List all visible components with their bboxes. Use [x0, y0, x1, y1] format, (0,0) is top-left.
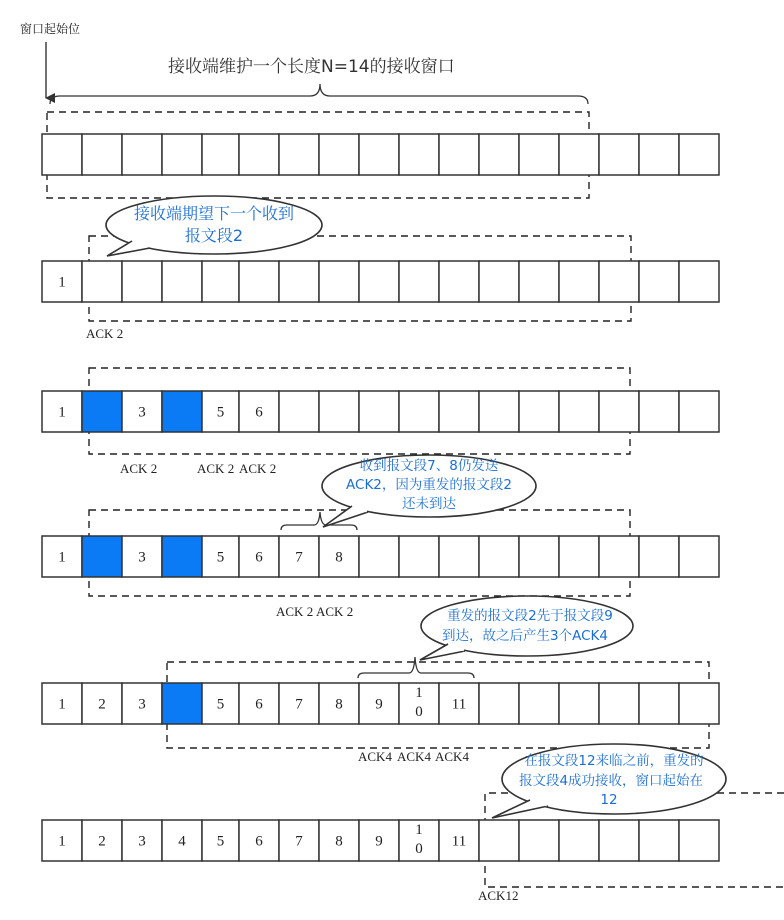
note-bubble-expect-2 — [106, 196, 322, 256]
segment-number: 6 — [255, 404, 263, 421]
segment-cell — [279, 134, 319, 175]
bubble-text: ACK2，因为重发的报文段2 — [346, 477, 512, 493]
ack-label: ACK 2 — [276, 604, 314, 619]
bubble-text: 在报文段12来临之前，重发的 — [524, 753, 704, 769]
ack-label: ACK 2 — [239, 461, 277, 476]
ack-label: ACK 2 — [197, 461, 235, 476]
segment-cell — [439, 261, 479, 302]
segment-cell — [559, 391, 599, 432]
segment-number: 7 — [295, 833, 303, 850]
ack-label: ACK 2 — [120, 461, 158, 476]
segment-cell — [279, 261, 319, 302]
segment-cell — [439, 536, 479, 577]
segment-number: 2 — [98, 833, 106, 850]
bubble-text: 重发的报文段2先于报文段9 — [447, 608, 613, 624]
segment-number: 8 — [335, 549, 343, 566]
segment-number: 6 — [255, 833, 263, 850]
segment-cell — [479, 261, 519, 302]
segment-cell — [599, 134, 639, 175]
segment-number: 0 — [415, 704, 423, 720]
segment-cell — [439, 134, 479, 175]
segment-number: 7 — [295, 549, 303, 566]
segment-number: 2 — [98, 696, 106, 713]
segment-cell — [679, 683, 719, 724]
segment-cell — [599, 820, 639, 861]
segment-number: 1 — [58, 549, 66, 566]
segment-cell — [439, 391, 479, 432]
segment-cell — [122, 134, 162, 175]
segment-cell — [599, 536, 639, 577]
segment-cell — [559, 134, 599, 175]
segment-number: 8 — [335, 833, 343, 850]
segment-cell — [679, 391, 719, 432]
ack-label: ACK4 — [435, 749, 469, 764]
segment-number: 3 — [138, 833, 146, 850]
segment-cell — [479, 391, 519, 432]
bubble-text: 接收端期望下一个收到 — [133, 204, 295, 223]
bubble-text: 12 — [600, 792, 618, 808]
segment-number: 1 — [58, 274, 66, 291]
segment-cell — [239, 261, 279, 302]
segment-number: 6 — [255, 696, 263, 713]
segment-cell — [82, 536, 122, 577]
segment-cell — [359, 134, 399, 175]
segment-cell — [559, 261, 599, 302]
segment-cell — [239, 134, 279, 175]
bubble-text: 报文段4成功接收，窗口起始在 — [518, 773, 704, 789]
segment-cell — [519, 261, 559, 302]
segment-number: 3 — [138, 696, 146, 713]
segment-cell — [82, 134, 122, 175]
bubble-text: 报文段2 — [184, 226, 244, 245]
ack-label: ACK 2 — [316, 604, 354, 619]
segment-cell — [399, 134, 439, 175]
segment-number: 5 — [216, 404, 225, 421]
segment-number: 11 — [451, 833, 467, 850]
segment-cell — [82, 391, 122, 432]
segment-number: 9 — [375, 696, 383, 713]
segment-cell — [639, 820, 679, 861]
diagram-title: 接收端维护一个长度N=14的接收窗口 — [168, 57, 455, 77]
segment-cell — [639, 391, 679, 432]
segment-cell — [162, 261, 202, 302]
segment-cell — [399, 261, 439, 302]
segment-cell — [519, 536, 559, 577]
segment-number: 8 — [335, 696, 343, 713]
note-bubble-window-12 — [492, 744, 726, 818]
segment-number: 1 — [58, 833, 66, 850]
segment-cell — [399, 536, 439, 577]
segment-cell — [319, 261, 359, 302]
segment-cell — [359, 536, 399, 577]
segment-number: 4 — [178, 833, 186, 850]
segment-cell — [599, 391, 639, 432]
segment-cell — [519, 820, 559, 861]
segment-cell — [479, 134, 519, 175]
segment-number: 5 — [216, 549, 225, 566]
segment-cell — [639, 536, 679, 577]
segment-cell — [162, 536, 202, 577]
segment-number: 1 — [415, 685, 423, 701]
segment-number: 6 — [255, 549, 263, 566]
segment-number: 5 — [216, 696, 225, 713]
segment-cell — [399, 391, 439, 432]
segment-number: 1 — [58, 404, 66, 421]
segment-cell — [202, 134, 239, 175]
bubble-text: 还未到达 — [402, 496, 456, 512]
segment-cell — [82, 261, 122, 302]
segment-cell — [679, 134, 719, 175]
segment-cell — [279, 391, 319, 432]
segment-brace-9-11 — [358, 657, 474, 678]
ack-label: ACK4 — [358, 749, 392, 764]
segment-cell — [42, 134, 82, 175]
bubble-text: 收到报文段7、8仍发送 — [359, 458, 499, 474]
ack-label: ACK 2 — [86, 326, 124, 341]
segment-cell — [679, 820, 719, 861]
segment-number: 0 — [415, 841, 423, 857]
segment-cell — [359, 261, 399, 302]
window-brace — [50, 84, 588, 104]
segment-number: 3 — [138, 549, 146, 566]
segment-number: 1 — [58, 696, 66, 713]
segment-cell — [599, 261, 639, 302]
segment-number: 1 — [415, 822, 423, 838]
segment-cell — [639, 261, 679, 302]
segment-cell — [559, 683, 599, 724]
segment-cell — [162, 134, 202, 175]
segment-cell — [479, 536, 519, 577]
segment-cell — [479, 820, 519, 861]
segment-cell — [559, 536, 599, 577]
segment-number: 9 — [375, 833, 383, 850]
window-start-label: 窗口起始位 — [20, 22, 81, 36]
segment-cell — [639, 683, 679, 724]
segment-cell — [519, 391, 559, 432]
bubble-text: 到达，故之后产生3个ACK4 — [442, 628, 608, 644]
ack-label: ACK12 — [478, 888, 519, 903]
segment-cell — [679, 536, 719, 577]
segment-cell — [519, 683, 559, 724]
segment-cell — [519, 134, 559, 175]
note-bubble-ack4 — [420, 596, 633, 660]
segment-cell — [359, 391, 399, 432]
segment-number: 11 — [451, 696, 467, 713]
segment-cell — [122, 261, 162, 302]
segment-cell — [559, 820, 599, 861]
segment-cell — [599, 683, 639, 724]
segment-cell — [479, 683, 519, 724]
segment-number: 3 — [138, 404, 146, 421]
segment-cell — [162, 391, 202, 432]
segment-cell — [679, 261, 719, 302]
segment-number: 7 — [295, 696, 303, 713]
segment-cell — [639, 134, 679, 175]
segment-number: 5 — [216, 833, 225, 850]
note-bubble-ack2-resend — [322, 455, 536, 527]
segment-cell — [319, 134, 359, 175]
ack-label: ACK4 — [397, 749, 431, 764]
segment-cell — [202, 261, 239, 302]
segment-cell — [162, 683, 202, 724]
segment-cell — [319, 391, 359, 432]
